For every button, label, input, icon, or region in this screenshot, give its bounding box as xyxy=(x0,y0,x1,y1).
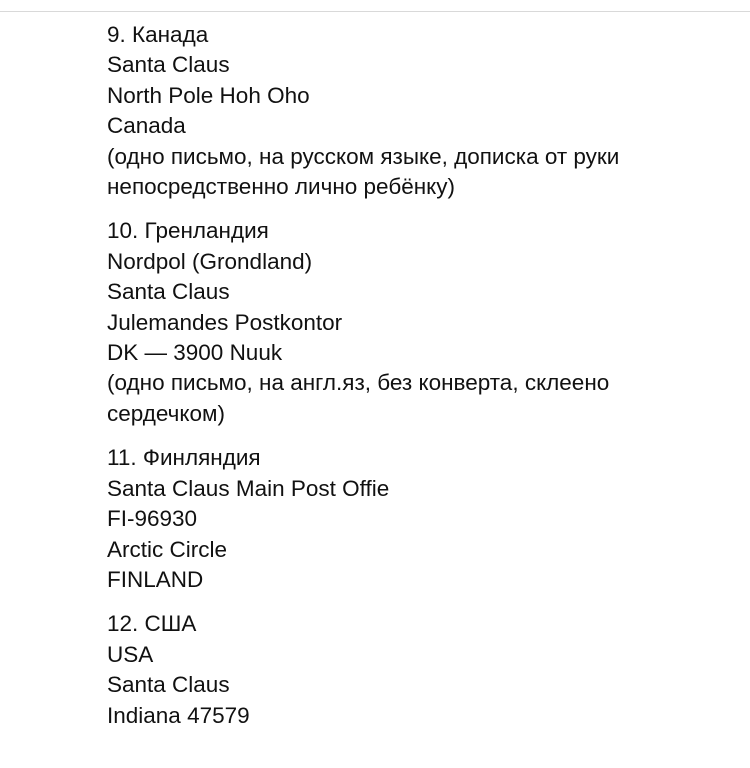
entry-heading: 11. Финляндия xyxy=(107,445,261,471)
address-line: USA xyxy=(107,641,154,667)
entry-canada xyxy=(107,20,717,202)
note-line: непосредственно лично ребёнку) xyxy=(107,174,455,200)
entry-heading: 12. США xyxy=(107,611,197,637)
address-line: FINLAND xyxy=(107,566,204,592)
address-line: Canada xyxy=(107,113,186,139)
entry-usa xyxy=(107,609,717,731)
address-line: Santa Claus xyxy=(107,52,230,78)
address-line: Santa Claus xyxy=(107,672,230,698)
entry-heading: 9. Канада xyxy=(107,22,209,47)
address-line: Santa Claus Main Post Offie xyxy=(107,475,390,501)
top-divider xyxy=(0,0,750,12)
address-line: Nordpol (Grondland) xyxy=(107,248,313,274)
address-line: Indiana 47579 xyxy=(107,702,250,728)
entry-heading: 10. Гренландия xyxy=(107,218,269,244)
address-line: Arctic Circle xyxy=(107,536,228,562)
note-line: (одно письмо, на англ.яз, без конверта, склеено xyxy=(107,370,610,396)
address-line: FI-96930 xyxy=(107,506,198,532)
note-line: сердечком) xyxy=(107,400,225,426)
entry-greenland xyxy=(107,216,717,429)
document-body xyxy=(107,20,717,745)
address-line: North Pole Hoh Oho xyxy=(107,82,310,108)
address-line: Julemandes Postkontor xyxy=(107,309,343,335)
note-line: (одно письмо, на русском языке, дописка от руки xyxy=(107,143,620,169)
address-line: DK — 3900 Nuuk xyxy=(107,340,283,366)
address-line: Santa Claus xyxy=(107,279,230,305)
entry-finland xyxy=(107,443,717,595)
